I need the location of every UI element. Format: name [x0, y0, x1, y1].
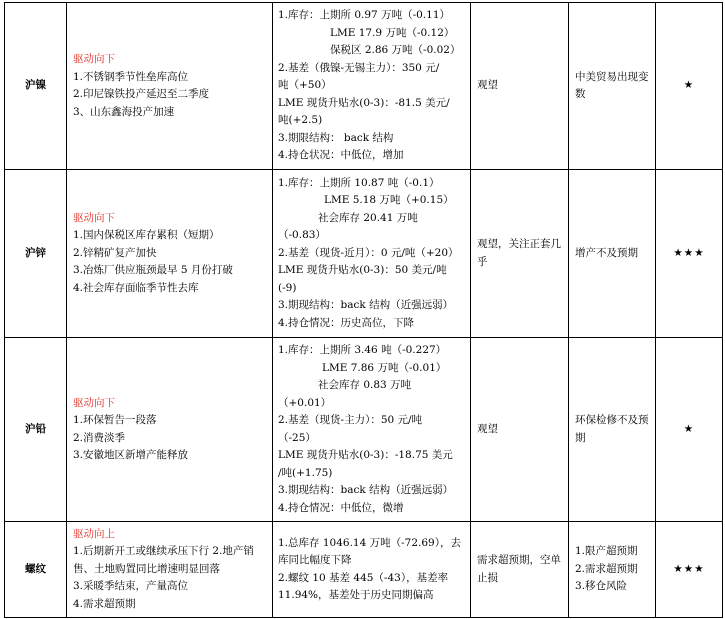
driver-direction: 驱动向下: [73, 211, 115, 224]
driver-item: 1.国内保税区库存累积（短期）: [73, 229, 220, 242]
fundamental-line: 社会库存 20.41 万吨: [318, 211, 418, 224]
fundamental-line: 3.期现结构：back 结构（近强远弱）: [278, 299, 454, 312]
fundamental-line: LME 现货升贴水(0-3)：-81.5 美元/: [278, 96, 450, 109]
view-cell: 观望，关注正套几乎: [471, 170, 569, 338]
table-row-zinc: [5, 170, 723, 338]
fundamental-line: LME 7.86 万吨（-0.01）: [322, 361, 447, 374]
fundamentals-cell: [273, 170, 471, 338]
fundamental-line: 2.基差（现货-主力）：50 元/吨: [278, 414, 423, 426]
driver-cell: [67, 522, 273, 618]
commodity-name: 沪镍: [5, 3, 67, 170]
risk-cell: 环保检修不及预期: [569, 338, 656, 522]
fundamental-line: 3.期限结构： back 结构: [278, 131, 394, 144]
risk-item: 2.需求超预期: [575, 562, 638, 575]
fundamental-line: 4.持仓情况：历史高位，下降: [278, 316, 415, 329]
driver-item: 2.消费淡季: [73, 431, 126, 444]
fundamental-line: 1.库存：上期所 10.87 吨（-0.1）: [278, 176, 440, 189]
driver-cell: [67, 338, 273, 522]
view-cell: 观望: [471, 338, 569, 522]
fundamental-line: LME 5.18 万吨（+0.15）: [324, 194, 454, 207]
driver-cell: [67, 3, 273, 170]
commodity-strategy-table: [4, 2, 723, 618]
fundamental-line: 3.期现结构：back 结构（近强远弱）: [278, 484, 454, 496]
driver-direction: 驱动向下: [73, 396, 115, 409]
table-row-lead: [5, 338, 723, 522]
driver-item: 4.社会库存面临季节性去库: [73, 281, 199, 294]
fundamental-line: 4.持仓情况：中低位，微增: [278, 501, 404, 514]
risk-cell: [569, 522, 656, 618]
fundamental-line: （+0.01）: [278, 396, 332, 409]
table-row-rebar: [5, 522, 723, 618]
fundamental-line: LME 现货升贴水(0-3)：50 美元/吨: [278, 264, 447, 277]
fundamental-line: 2.基差（现货-近月）：0 元/吨（+20）: [278, 246, 459, 259]
driver-direction: 驱动向上: [73, 527, 115, 540]
driver-cell: [67, 170, 273, 338]
fundamental-line: 2.螺纹 10 基差 445（-43），基差率 11.94%，基差处于历史同期偏高: [278, 571, 449, 601]
commodity-name: 螺纹: [5, 522, 67, 618]
fundamental-line: 1.库存：上期所 0.97 万吨（-0.11）: [278, 9, 450, 22]
rating-stars: ★★★: [656, 522, 723, 618]
driver-item: 1.环保暂告一段落: [73, 414, 157, 426]
fundamentals-cell: [273, 522, 471, 618]
fundamental-line: （-25）: [278, 431, 316, 444]
commodity-name: 沪铅: [5, 338, 67, 522]
driver-item: 2.印尼镍铁投产延迟至二季度: [73, 88, 210, 100]
driver-item: 1.后期新开工或继续承压下行 2.地产销售、土地购置同比增速明显回落: [73, 545, 254, 575]
driver-item: 4.需求超预期: [73, 597, 136, 610]
fundamental-line: 保税区 2.86 万吨（-0.02）: [330, 44, 461, 57]
table-row-nickel: [5, 3, 723, 170]
fundamental-line: LME 17.9 万吨（-0.12）: [330, 26, 455, 39]
fundamental-line: (-9): [278, 281, 297, 294]
rating-stars: ★: [656, 338, 723, 522]
risk-item: 3.移仓风险: [575, 580, 628, 593]
driver-item: 1.不锈钢季节性垒库高位: [73, 70, 189, 83]
risk-cell: 中美贸易出现变数: [569, 3, 656, 170]
driver-item: 3.冶炼厂供应瓶颈最早 5 月份打破: [73, 264, 233, 277]
driver-direction: 驱动向下: [73, 53, 115, 65]
risk-cell: 增产不及预期: [569, 170, 656, 338]
view-cell: 需求超预期，空单止损: [471, 522, 569, 618]
fundamental-line: LME 现货升贴水(0-3)：-18.75 美元: [278, 449, 453, 461]
fundamental-line: /吨(+1.75): [278, 466, 333, 479]
rating-stars: ★: [656, 3, 723, 170]
fundamentals-cell: [273, 3, 471, 170]
fundamentals-cell: [273, 338, 471, 522]
fundamental-line: （-0.83）: [278, 229, 326, 242]
fundamental-line: 吨(+2.5): [278, 114, 323, 127]
view-cell: 观望: [471, 3, 569, 170]
fundamental-line: 4.持仓状况：中低位，增加: [278, 149, 404, 162]
fundamental-line: 吨（+50）: [278, 79, 332, 92]
fundamental-line: 社会库存 0.83 万吨: [318, 379, 412, 391]
driver-item: 3、山东鑫海投产加速: [73, 105, 175, 118]
risk-item: 1.限产超预期: [575, 545, 638, 558]
fundamental-line: 2.基差（俄镍-无锡主力）：350 元/: [278, 61, 440, 74]
driver-item: 2.锌精矿复产加快: [73, 246, 157, 259]
commodity-name: 沪锌: [5, 170, 67, 338]
fundamental-line: 1.总库存 1046.14 万吨（-72.69），去库同比幅度下降: [278, 536, 461, 566]
rating-stars: ★★★: [656, 170, 723, 338]
fundamental-line: 1.库存：上期所 3.46 吨（-0.227）: [278, 344, 447, 356]
driver-item: 3.采暖季结束，产量高位: [73, 580, 189, 593]
driver-item: 3.安徽地区新增产能释放: [73, 449, 189, 461]
